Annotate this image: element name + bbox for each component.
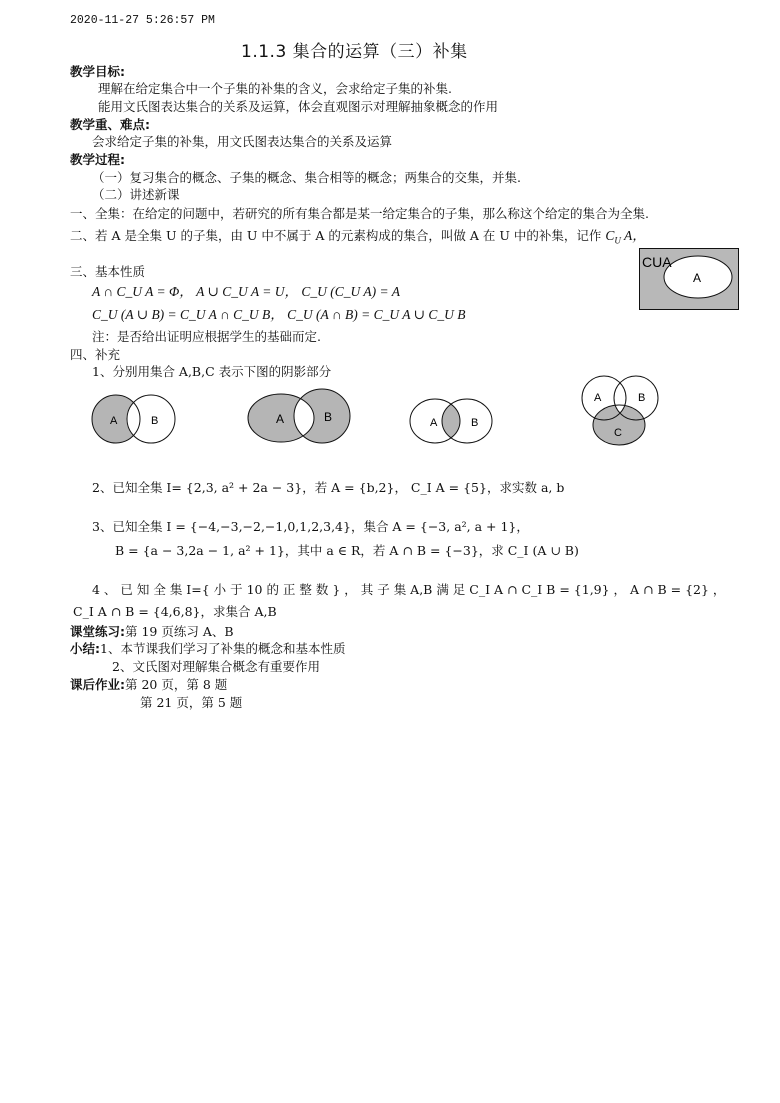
property-line: C_U (A ∪ B) = C_U A ∩ C_U B， C_U (A ∩ B) = C_U A ∪ C_U B [92,307,466,322]
venn-diagram-three-sets [574,372,689,452]
venn-label-b: B [151,415,159,427]
venn-label-b: B [638,392,646,404]
property-line: A ∩ C_U A = Φ， A ∪ C_U A = U， C_U (C_U A) = A [92,284,400,299]
venn-label-a: A [276,412,285,426]
summary-line: 小结:1、本节课我们学习了补集的概念和基本性质 [70,641,346,656]
venn-label-b: B [471,417,479,429]
goals-heading: 教学目标: [70,64,125,79]
question-2: 2、已知全集 I= {2,3, a² + 2a − 3}，若 A = {b,2}， C_I A = {5}，求实数 a, b [92,480,565,495]
keypoints-heading: 教学重、难点: [70,117,150,132]
practice-line: 课堂练习:第 19 页练习 A、B [70,624,234,639]
question-4: 4 、 已 知 全 集 I={ 小 于 10 的 正 整 数 } ， 其 子 集 A,B 满 足 C_I A ∩ C_I B = {1,9} ， A ∩ B = {2} ， [92,582,726,597]
goal-line: 理解在给定集合中一个子集的补集的含义，会求给定子集的补集. [98,81,452,96]
venn-diagram-a-minus-b [86,386,181,451]
homework-item: 第 21 页，第 5 题 [140,695,243,710]
homework-line: 课后作业:第 20 页，第 8 题 [70,677,228,692]
venn-label-a: A [430,417,438,429]
venn-diagram-intersection [407,394,497,448]
property-note: 注：是否给出证明应根据学生的基础而定. [92,329,321,344]
set-a-label: A [693,271,702,285]
process-heading: 教学过程: [70,152,125,167]
complement-label: CUA [642,254,672,270]
keypoints-text: 会求给定子集的补集，用文氏图表达集合的关系及运算 [92,134,393,149]
venn-label-b: B [324,410,333,424]
question-4-continued: C_I A ∩ B = {4,6,8}，求集合 A,B [73,604,277,619]
timestamp: 2020-11-27 5:26:57 PM [70,14,215,27]
page-title: 1.1.3 集合的运算（三）补集 [241,42,468,62]
supplement-heading: 四、补充 [70,347,121,362]
complement-diagram [639,248,739,310]
process-item: （二）讲述新课 [92,187,180,202]
properties-heading: 三、基本性质 [70,264,146,279]
question-3: 3、已知全集 I = {−4,−3,−2,−1,0,1,2,3,4}，集合 A = {−3, a², a + 1}， [92,519,529,534]
section-complement-def: 二、若 A 是全集 U 的子集，由 U 中不属于 A 的元素构成的集合，叫做 A 在 U 中的补集，记作 $C_U$ A， [70,228,646,246]
venn-label-a: A [594,392,602,404]
section-universal-set: 一、全集：在给定的问题中，若研究的所有集合都是某一给定集合的子集，那么称这个给定的集合为全集. [70,206,649,221]
venn-diagram-symmetric-difference [244,384,354,452]
question-1: 1、分别用集合 A,B,C 表示下图的阴影部分 [92,364,332,379]
process-item: （一）复习集合的概念、子集的概念、集合相等的概念；两集合的交集，并集. [92,170,521,185]
venn-label-c: C [614,427,622,439]
venn-label-a: A [110,415,118,427]
goal-line: 能用文氏图表达集合的关系及运算，体会直观图示对理解抽象概念的作用 [98,99,499,114]
summary-item: 2、文氏图对理解集合概念有重要作用 [112,659,320,674]
question-3-continued: B = {a − 3,2a − 1, a² + 1}，其中 a ∈ R，若 A ∩ B = {−3}，求 C_I (A ∪ B) [115,543,579,558]
